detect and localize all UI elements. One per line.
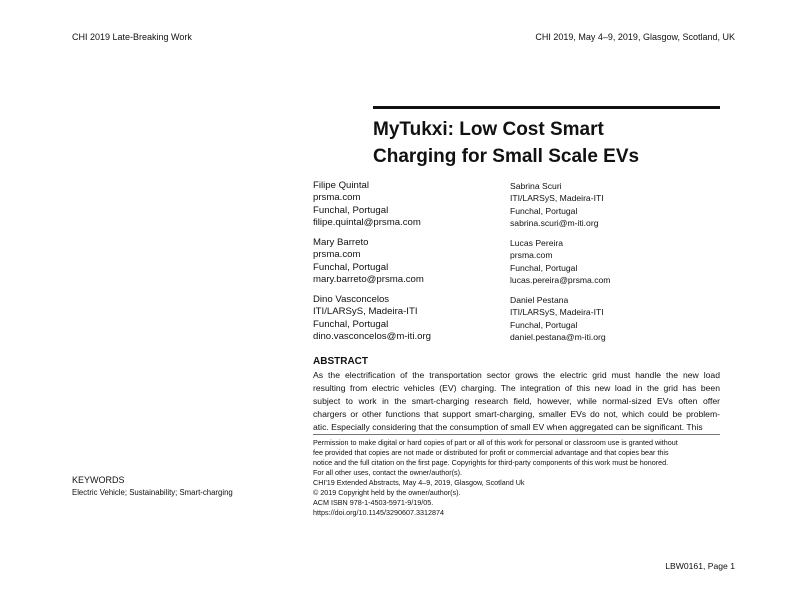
author-email: mary.barreto@prsma.com bbox=[313, 273, 424, 285]
abstract-body bbox=[313, 369, 720, 434]
author-block bbox=[510, 237, 610, 286]
author-location: Funchal, Portugal bbox=[510, 262, 578, 273]
permission-line: fee provided that copies are not made or distributed for profit or commercial advantage and that copies bear this bbox=[313, 448, 669, 457]
author-affiliation: prsma.com bbox=[510, 250, 553, 261]
page-footer: LBW0161, Page 1 bbox=[665, 561, 735, 571]
author-name: Mary Barreto bbox=[313, 237, 369, 248]
author-location: Funchal, Portugal bbox=[510, 205, 578, 216]
permission-line: © 2019 Copyright held by the owner/author(s). bbox=[313, 488, 461, 497]
author-email: lucas.pereira@prsma.com bbox=[510, 274, 611, 285]
permission-line: notice and the full citation on the first page. Copyrights for third-party components of this work must be honored. bbox=[313, 458, 669, 467]
author-location: Funchal, Portugal bbox=[313, 318, 389, 330]
author-block bbox=[510, 294, 606, 343]
author-email: daniel.pestana@m-iti.org bbox=[510, 331, 606, 342]
author-block bbox=[510, 180, 604, 229]
author-affiliation: prsma.com bbox=[313, 192, 361, 204]
paper-title-line-2: Charging for Small Scale EVs bbox=[373, 146, 640, 167]
permission-divider bbox=[313, 434, 720, 435]
author-affiliation: ITI/LARSyS, Madeira-ITI bbox=[510, 193, 604, 204]
author-affiliation: ITI/LARSyS, Madeira-ITI bbox=[510, 307, 604, 318]
abstract-line: As the electrification of the transportation sector grows the electric grid must handle the new load bbox=[313, 370, 720, 380]
abstract-heading: ABSTRACT bbox=[313, 356, 368, 367]
permission-line: For all other uses, contact the owner/author(s). bbox=[313, 468, 463, 477]
author-name: Sabrina Scuri bbox=[510, 181, 562, 191]
permission-line: Permission to make digital or hard copies of part or all of this work for personal or classroom use is granted without bbox=[313, 438, 678, 447]
keywords-text: Electric Vehicle; Sustainability; Smart-charging bbox=[72, 488, 233, 497]
abstract-line: resulting from electric vehicles (EV) charging. The integration of this new load in the grid has been bbox=[313, 383, 720, 393]
permission-block bbox=[313, 438, 678, 518]
doi-link[interactable]: https://doi.org/10.1145/3290607.3312874 bbox=[313, 508, 444, 517]
paper-title-line-1: MyTukxi: Low Cost Smart bbox=[373, 119, 604, 140]
author-name: Filipe Quintal bbox=[313, 180, 369, 191]
running-header-right: CHI 2019, May 4–9, 2019, Glasgow, Scotland, UK bbox=[535, 32, 735, 42]
author-email: sabrina.scuri@m-iti.org bbox=[510, 217, 599, 228]
author-affiliation: prsma.com bbox=[313, 249, 361, 261]
author-name: Daniel Pestana bbox=[510, 295, 569, 305]
author-block bbox=[313, 294, 431, 343]
author-block bbox=[313, 237, 424, 286]
author-name: Dino Vasconcelos bbox=[313, 294, 390, 305]
abstract-line: chargers or other functions that support smart-charging, smaller EVs do not, which could be problem- bbox=[313, 409, 720, 419]
abstract-line: atic. Especially considering that the consumption of small EV when aggregated can be significant. This bbox=[313, 422, 703, 432]
author-name: Lucas Pereira bbox=[510, 238, 564, 248]
running-header-left: CHI 2019 Late-Breaking Work bbox=[72, 32, 192, 42]
author-location: Funchal, Portugal bbox=[510, 319, 578, 330]
author-email: dino.vasconcelos@m-iti.org bbox=[313, 330, 431, 342]
abstract-line: subject to work in the smart-charging research field, however, while normal-sized EVs often offer bbox=[313, 396, 720, 406]
permission-line: ACM ISBN 978-1-4503-5971-9/19/05. bbox=[313, 498, 434, 507]
permission-line: CHI'19 Extended Abstracts, May 4–9, 2019, Glasgow, Scotland Uk bbox=[313, 478, 525, 487]
author-affiliation: ITI/LARSyS, Madeira-ITI bbox=[313, 306, 418, 318]
author-location: Funchal, Portugal bbox=[313, 261, 389, 273]
keywords-heading: KEYWORDS bbox=[72, 475, 125, 485]
author-location: Funchal, Portugal bbox=[313, 204, 389, 216]
author-block bbox=[313, 180, 421, 229]
title-rule bbox=[373, 106, 720, 109]
author-email: filipe.quintal@prsma.com bbox=[313, 216, 421, 228]
